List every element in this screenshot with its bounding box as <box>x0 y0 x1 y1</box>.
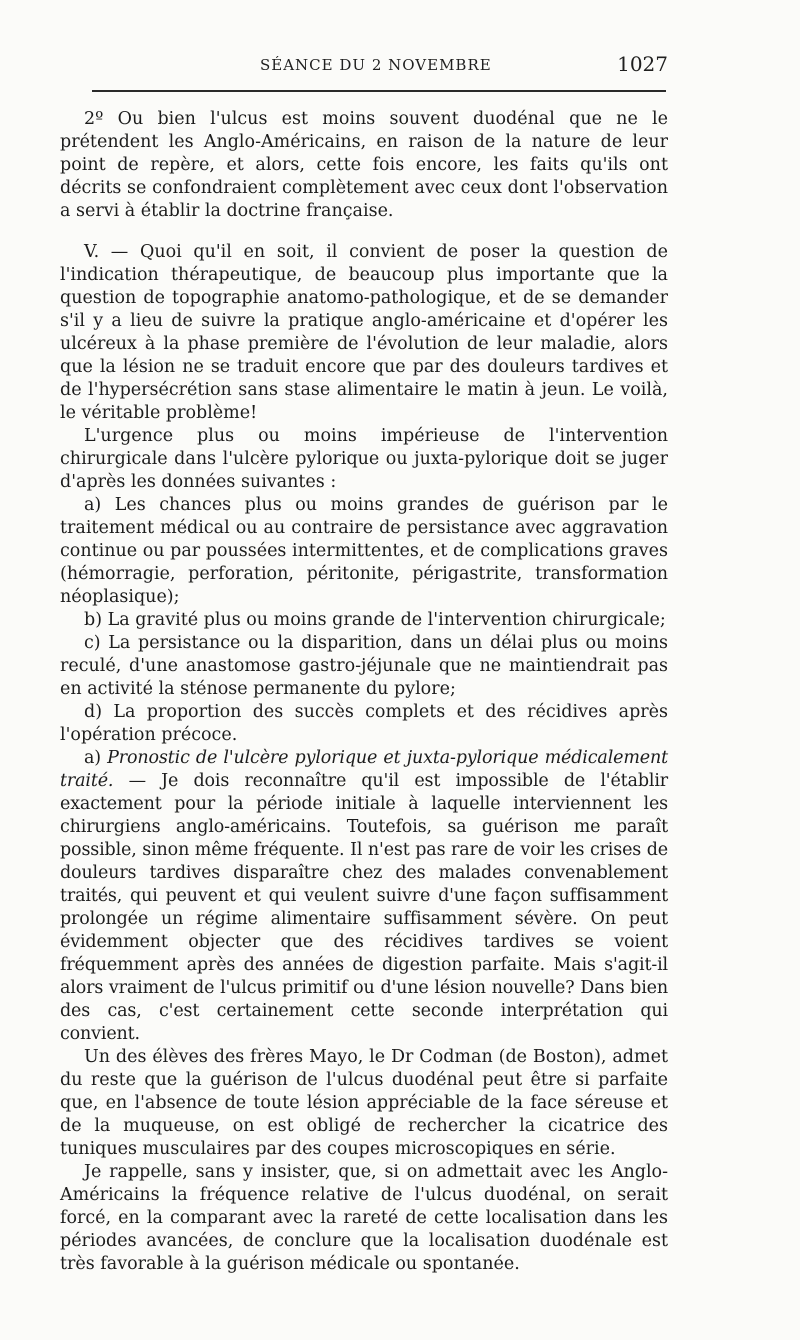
body-text <box>60 108 668 1276</box>
paragraph-urgence: L'urgence plus ou moins impérieuse de l'intervention chirurgicale dans l'ulcère pylorique ou juxta-pylorique doit se juger d'après les données suivantes : <box>60 426 668 492</box>
paragraph-section-v: V. — Quoi qu'il en soit, il convient de poser la question de l'indication thérapeutique, de beaucoup plus importante que la question de topographie anatomo-pathologique, et de se demander s'il y a lieu de suivre la pratique anglo-américaine et d'opérer les ulcéreux à la phase première de l'évolution de leur maladie, alors que la lésion ne se traduit encore que par des douleurs tardives et de l'hypersécrétion sans stase alimentaire le matin à jeun. Le voilà, le véritable problème! <box>60 242 668 423</box>
pronostic-text: — Je dois reconnaître qu'il est impossible de l'établir exactement pour la période initiale à laquelle interviennent les chirurgiens anglo-américains. Toutefois, sa guérison me paraît possible, sinon même fréquente. Il n'est pas rare de voir les crises de douleurs tardives disparaître chez des malades convenablement traités, qui peuvent et qui veulent suivre d'une façon suffisamment prolongée un régime alimentaire suffisamment sévère. On peut évidemment objecter que des récidives tardives se voient fréquemment après des années de digestion parfaite. Mais s'agit-il alors vraiment de l'ulcus primitif ou d'une lésion nouvelle? Dans bien des cas, c'est certainement cette seconde interprétation qui convient. <box>60 771 668 1044</box>
list-item-d: d) La proportion des succès complets et des récidives après l'opération précoce. <box>60 702 668 745</box>
paragraph-pronostic <box>60 747 668 1046</box>
header-title: SÉANCE DU 2 NOVEMBRE <box>260 56 492 74</box>
header-rule <box>92 90 666 92</box>
list-item-b: b) La gravité plus ou moins grande de l'intervention chirurgicale; <box>84 610 666 630</box>
running-header <box>60 52 668 82</box>
criteria-list <box>60 494 668 747</box>
paragraph-rappelle: Je rappelle, sans y insister, que, si on admettait avec les Anglo-Américains la fréquence relative de l'ulcus duodénal, on serait forcé, en la comparant avec la rareté de cette localisation dans les périodes avancées, de conclure que la localisation duodénale est très favorable à la guérison médicale ou spontanée. <box>60 1162 668 1274</box>
list-item-c: c) La persistance ou la disparition, dans un délai plus ou moins reculé, d'une anastomose gastro-jéjunale que ne maintiendrait pas en activité la sténose permanente du pylore; <box>60 633 668 699</box>
pronostic-heading: Pronostic de l'ulcère pylorique et juxta-pylorique médicalement traité. <box>60 748 669 791</box>
page-number: 1027 <box>617 52 668 76</box>
pronostic-prefix: a) <box>84 748 108 768</box>
list-item-a: a) Les chances plus ou moins grandes de guérison par le traitement médical ou au contraire de persistance avec aggravation continue ou par poussées intermittentes, et de complications graves (hémorragie, perforation, péritonite, périgastrite, transformation néoplasique); <box>60 495 668 607</box>
paragraph-codman: Un des élèves des frères Mayo, le Dr Codman (de Boston), admet du reste que la guérison de l'ulcus duodénal peut être si parfaite que, en l'absence de toute lésion appréciable de la face séreuse et de la muqueuse, on est obligé de rechercher la cicatrice des tuniques musculaires par des coupes microscopiques en série. <box>60 1047 668 1159</box>
paragraph-2-ou-bien: 2º Ou bien l'ulcus est moins souvent duodénal que ne le prétendent les Anglo-Américains, en raison de la nature de leur point de repère, et alors, cette fois encore, les faits qu'ils ont décrits se confondraient complètement avec ceux dont l'observation a servi à établir la doctrine française. <box>60 109 668 221</box>
